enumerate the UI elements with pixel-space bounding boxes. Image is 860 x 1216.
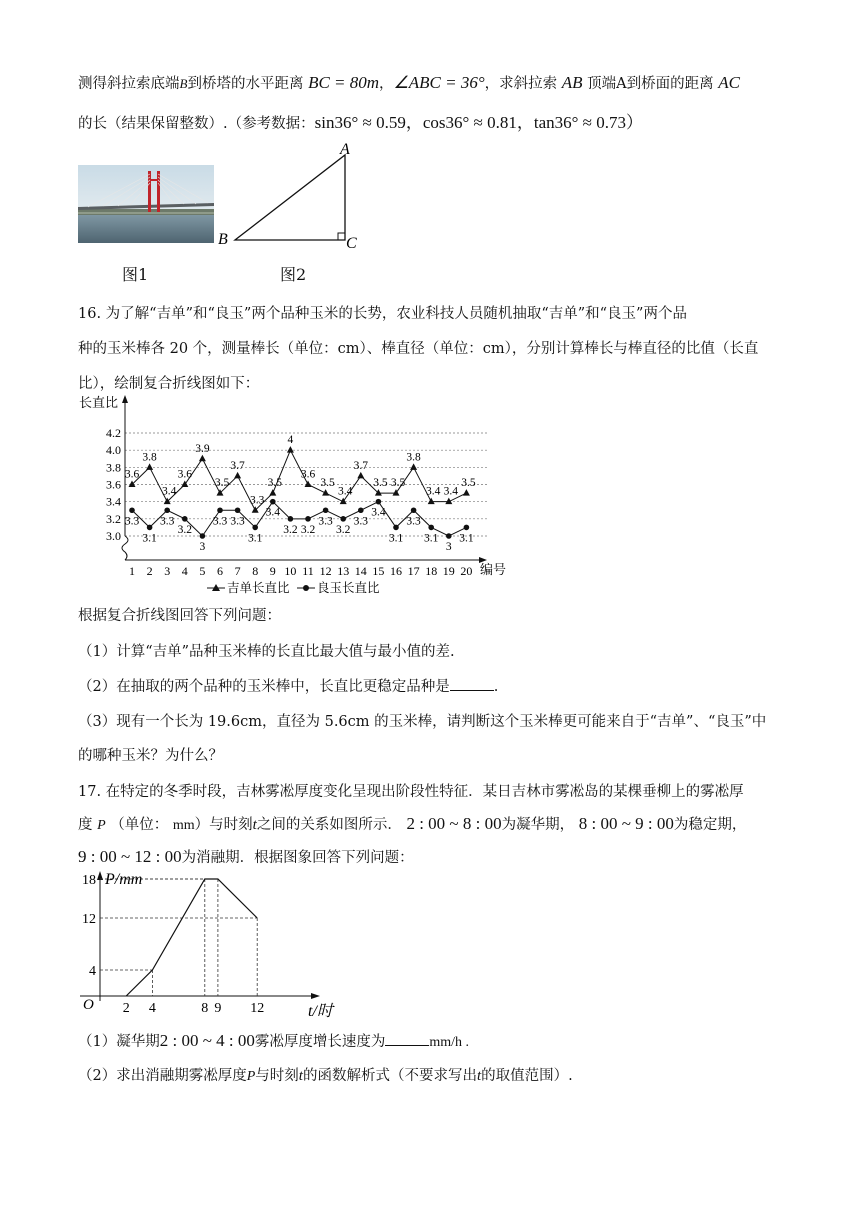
y-tick-label: 12 [82,912,96,927]
p15-line2 [78,108,643,133]
p17-q1-text: （1）凝华期 [78,1034,160,1050]
p17-text: （单位： [110,817,169,833]
x-tick-label: 8 [252,564,259,578]
frost-thickness-graph [75,866,355,1020]
data-label: 3.1 [248,532,263,545]
y-tick-label: 3.4 [106,494,121,509]
data-label: 3.2 [177,523,192,536]
x-tick-label: 4 [181,564,188,578]
var-t: t [476,1068,482,1084]
chart1-series [125,434,476,553]
right-angle-mark [338,233,345,240]
data-label: 3.3 [318,515,333,528]
var-p: P [246,1069,256,1084]
x-tick-label: 12 [250,1001,265,1016]
x-tick-label: 7 [234,564,241,578]
p15-bc-eq: BC = 80m [308,73,380,92]
x-tick-label: 6 [217,564,223,578]
p16-q2 [78,675,498,696]
p16-q1: （1）计算“吉单”品种玉米棒的长直比最大值与最小值的差. [78,644,455,660]
data-label: 3.9 [195,442,210,455]
p15-var-ab: AB [561,73,583,92]
liangyu-point [270,499,276,505]
time-range: 9 : 00 ~ 12 : 00 [78,847,182,866]
y-tick-label: 4 [89,964,96,979]
x-tick-label: 15 [372,564,385,578]
p17-text: 度 [78,817,93,833]
p16-after-chart: 根据复合折线图回答下列问题： [78,608,281,624]
triangle-figure [210,140,370,255]
compound-line-chart [75,393,515,603]
x-tick-label: 9 [269,564,276,578]
x-tick-label: 1 [129,564,135,578]
p15-comma: ， [379,76,394,92]
chart1-y-ticks [106,426,121,543]
x-tick-label: 10 [284,564,297,578]
bridge-photo [78,165,214,243]
p15-text: 顶端A到桥面的距离 [587,76,714,92]
liangyu-point [252,525,258,531]
jidan-point [287,446,294,453]
jidan-point [269,489,276,496]
jidan-point [199,455,206,462]
chart2-body [80,871,320,1016]
p16-q3-line2: 的哪种玉米？为什么？ [78,748,223,764]
jidan-point [146,463,153,470]
x-tick-label: 5 [199,564,206,578]
x-tick-label: 9 [214,1001,222,1016]
answer-blank[interactable] [385,1033,429,1046]
data-label: 3.4 [338,485,353,498]
chart1-y-title: 长直比 [79,395,119,410]
data-label: 3.3 [230,515,245,528]
liangyu-point [428,525,434,531]
var-t: t [252,817,257,833]
p17-text: 为凝华期， [501,817,575,833]
data-label: 3.4 [426,485,441,498]
chart2-x-title: t/时 [308,1003,333,1020]
data-label: 3.1 [142,532,157,545]
time-range: 2 : 00 ~ 8 : 00 [406,814,502,833]
jidan-point [463,489,470,496]
data-label: 3.3 [353,515,368,528]
x-tick-label: 19 [442,564,455,578]
triangle-abc [235,155,345,240]
x-tick-label: 18 [425,564,438,578]
p17-q2-text: 与时刻 [255,1068,299,1084]
p16-line1: 16. 为了解“吉单”和“良玉”两个品种玉米的长势，农业科技人员随机抽取“吉单”和“良玉”两个品 [78,306,687,322]
p15-var-ac: AC [718,73,740,92]
var-t: t [298,1068,303,1084]
p15-text: 的长（结果保留整数）.（参考数据： [78,116,315,132]
time-range: 8 : 00 ~ 9 : 00 [578,814,674,833]
p17-text: ）与时刻 [194,817,253,833]
jidan-point [428,498,435,505]
p16-q2-period: . [493,679,499,695]
liangyu-point [393,525,399,531]
p17-line3 [78,846,414,867]
p17-q2-text: （2）求出消融期雾凇厚度 [78,1068,247,1084]
chart2-y-title: P/mm [105,871,143,888]
data-label: 3.5 [390,477,406,490]
data-label: 3 [445,541,452,553]
chart1-x-title: 编号 [480,562,507,577]
liangyu-point [288,516,294,522]
data-label: 4 [287,434,294,447]
data-label: 3.6 [300,468,316,481]
data-label: 3.3 [124,515,140,528]
liangyu-point [200,533,206,539]
data-label: 3.5 [373,477,388,490]
liangyu-point [217,507,223,513]
p15-var-b: B [179,76,188,91]
y-tick-label: 4.2 [106,426,121,440]
p17-q2-text: 的取值范围）. [481,1068,573,1084]
y-tick-label: 18 [82,873,96,888]
p17-line2 [78,813,746,834]
y-tick-label: 3.0 [106,529,121,543]
x-tick-label: 4 [148,1001,156,1016]
liangyu-point [446,533,452,539]
p15-angle-eq: ∠ABC = 36° [393,73,485,92]
y-tick-label: 3.2 [106,511,121,526]
p17-line1: 17. 在特定的冬季时段，吉林雾凇厚度变化呈现出阶段性特征．某日吉林市雾凇岛的某棵垂柳上的雾凇厚 [78,784,744,800]
jidan-point [234,472,241,479]
x-tick-label: 20 [460,564,473,578]
legend-series-1: 吉单长直比 [227,581,290,595]
p17-q2 [78,1064,573,1085]
data-label: 3.5 [320,477,335,490]
unit-mm-per-h: mm/h . [429,1035,470,1050]
liangyu-point [147,525,153,531]
data-label: 3.2 [336,523,351,536]
vertex-b-label: B [218,231,228,248]
answer-blank[interactable] [450,678,494,691]
data-label: 3.5 [214,477,230,490]
x-tick-label: 3 [164,564,171,578]
data-label: 3.8 [406,451,421,464]
liangyu-point [340,516,346,522]
p15-text: 测得斜拉索底端 [78,76,180,92]
liangyu-point [411,507,417,513]
chart1-legend [207,580,380,595]
liangyu-point [323,507,329,513]
legend-circle-marker [303,585,309,591]
p17-text: 之间的关系如图所示． [256,817,402,833]
p16-line2: 种的玉米棒各 20 个，测量棒长（单位：cm）、棒直径（单位：cm），分别计算棒长与棒直径的比值（长直 [78,341,759,357]
p16-q3-line1: （3）现有一个长为 19.6cm，直径为 5.6cm 的玉米棒，请判断这个玉米棒更可能来自于“吉单”、“良玉”中 [78,714,767,730]
liangyu-point [464,525,470,531]
fig2-label: 图2 [280,265,307,284]
x-tick-label: 17 [407,564,420,578]
liangyu-point [358,507,364,513]
x-tick-label: 14 [354,564,367,578]
x-axis-arrow [311,993,320,999]
data-label: 3.7 [353,459,368,472]
p17-q1-text: 雾凇厚度增长速度为 [254,1034,386,1050]
time-range: 2 : 00 ~ 4 : 00 [159,1031,255,1050]
y-tick-label: 3.8 [106,460,121,475]
p15-line1 [78,72,740,93]
fig1-label: 图1 [122,265,149,284]
data-label: 3.6 [124,468,140,481]
p17-q1 [78,1030,469,1051]
p16-line3: 比），绘制复合折线图如下： [78,376,260,392]
liangyu-point [235,507,241,513]
data-label: 3.3 [406,515,421,528]
origin-label: O [83,997,94,1013]
liangyu-point [129,507,135,513]
data-label: 3.4 [443,485,458,498]
data-label: 3.7 [230,459,245,472]
liangyu-point [182,516,188,522]
x-tick-label: 2 [122,1001,130,1016]
data-label: 3.1 [388,532,404,545]
p15-reference-data: sin36° ≈ 0.59，cos36° ≈ 0.81，tan36° ≈ 0.73） [314,113,644,132]
data-label: 3.4 [265,506,280,519]
data-label: 3.2 [283,523,298,536]
p17-q2-text: 的函数解析式（不要求写出 [302,1068,477,1084]
data-label: 3.8 [142,451,157,464]
data-label: 3.3 [212,515,228,528]
jidan-point [305,481,312,488]
data-label: 3.2 [300,523,316,536]
y-tick-label: 4.0 [106,443,121,458]
data-label: 3.4 [162,485,177,498]
liangyu-point [164,507,170,513]
unit-mm: mm [172,818,195,833]
liangyu-point [305,516,311,522]
data-label: 3.4 [371,506,386,519]
data-label: 3.5 [461,477,476,490]
jidan-point [357,472,364,479]
vertex-a-label: A [340,141,350,158]
jidan-point [410,463,417,470]
p15-text: 到桥塔的水平距离 [187,76,304,92]
x-tick-label: 11 [302,564,314,578]
var-p: P [97,818,106,833]
data-label: 3.1 [459,532,474,545]
x-tick-label: 13 [337,564,350,578]
p17-text: 为消融期．根据图象回答下列问题： [181,850,414,866]
x-tick-label: 2 [146,564,153,578]
p15-text: ，求斜拉索 [484,76,558,92]
data-label: 3.6 [177,468,192,481]
liangyu-point [376,499,382,505]
data-label: 3.1 [424,532,439,545]
data-label: 3.3 [160,515,175,528]
vertex-c-label: C [346,235,357,252]
data-label: 3 [199,541,206,553]
x-tick-label: 12 [319,564,332,578]
chart1-x-ticks [129,564,472,578]
thickness-line [126,879,257,996]
x-tick-label: 16 [390,564,402,578]
legend-series-2: 良玉长直比 [317,581,380,595]
p16-q2-text: （2）在抽取的两个品种的玉米棒中，长直比更稳定品种是 [78,679,450,695]
y-tick-label: 3.6 [106,477,121,492]
p17-text: 为稳定期， [673,817,747,833]
x-tick-label: 8 [201,1001,209,1016]
data-label: 3.5 [267,477,282,490]
data-label: 3.3 [250,494,265,507]
